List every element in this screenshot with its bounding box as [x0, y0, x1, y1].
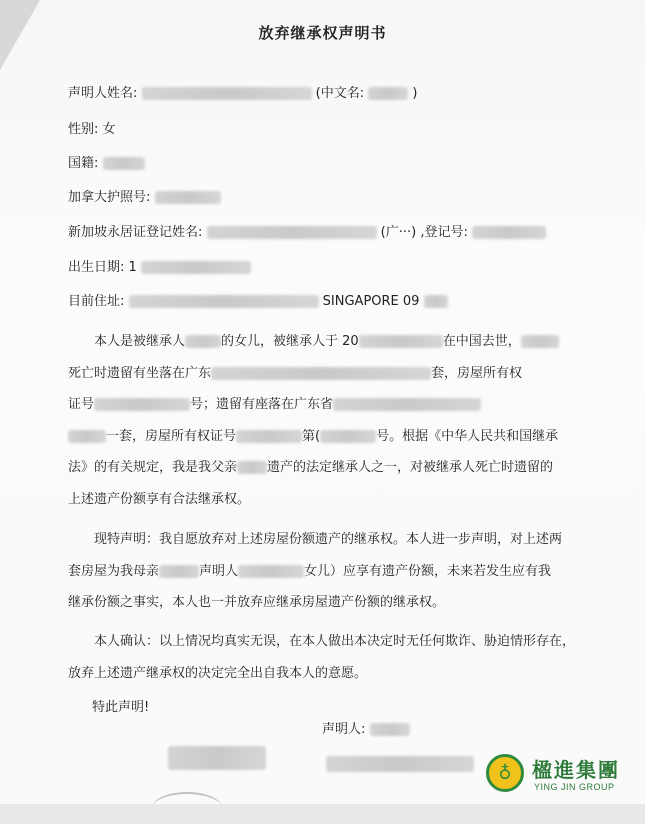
p1-text: 遗产的法定继承人之一，对被继承人死亡时遗留的 [267, 460, 554, 475]
p1-text: 本人是被继承人 [94, 334, 186, 349]
redacted-mother [159, 565, 199, 578]
p1-text: 在中国去世， [442, 334, 521, 349]
document-title: 放弃继承权声明书 [258, 24, 387, 42]
redacted-date-signed [326, 756, 474, 772]
redacted-nationality [103, 157, 145, 170]
p2-text: 声明人 [199, 563, 239, 579]
redacted-address-1 [211, 367, 431, 380]
dob-prefix: 1 [128, 260, 137, 275]
nationality-line [68, 152, 145, 171]
p2-text: 现特声明：我自愿放弃对上述房屋份额遗产的继承权。本人进一步声明，对上述两 [94, 532, 563, 547]
p2-text: 继承份额之事实，本人也一并放弃应继承房屋遗产份额的继承权。 [68, 595, 446, 610]
p1-text: 证号 [68, 397, 95, 412]
p1-text: 一套，房屋所有权证号 [106, 428, 237, 444]
paragraph-confirmation [68, 626, 588, 689]
passport-label: 加拿大护照号: [68, 190, 151, 205]
address-label: 目前住址: [68, 294, 125, 309]
redacted-declarant [238, 565, 304, 578]
redacted-cert-2b [320, 430, 376, 443]
closing-statement: 特此声明! [92, 700, 150, 715]
p3-text: 本人确认：以上情况均真实无误，在本人做出本决定时无任何欺诈、胁迫情形存在， [94, 634, 576, 649]
redacted-postcode [424, 295, 448, 308]
signature-label: 声明人: [322, 722, 366, 737]
redacted-sg-name [207, 226, 377, 239]
name-label: 声明人姓名: [68, 86, 138, 101]
p2-text: 女儿）应享有遗产份额，未来若发生应有我 [304, 563, 552, 579]
p3-text: 放弃上述遗产继承权的决定完全出自我本人的意愿。 [68, 665, 368, 681]
company-logo [486, 752, 636, 798]
gender-value: 女 [102, 122, 116, 137]
dob-label: 出生日期: [68, 260, 125, 275]
chinese-name-open: (中文名: [315, 86, 365, 101]
redacted-address-2 [333, 398, 481, 411]
redacted-date [359, 335, 443, 348]
sg-name-label: 新加坡永居证登记姓名: [68, 225, 203, 240]
p1-text: 的女儿，被继承人于 20 [221, 334, 359, 349]
redacted-dob [141, 261, 251, 274]
paragraph-waiver [68, 524, 588, 619]
nationality-label: 国籍: [68, 156, 99, 171]
gender-line [68, 118, 116, 137]
passport-line [68, 186, 221, 205]
signature-line [322, 718, 410, 737]
reg-label: ,登记号: [420, 225, 468, 240]
redacted-name [142, 87, 312, 100]
p1-text: 死亡时遗留有坐落在广东 [68, 365, 212, 381]
partial-stamp [152, 792, 222, 824]
chinese-name-close: ) [412, 86, 418, 101]
redacted-father [237, 461, 267, 474]
address-line [68, 290, 448, 309]
dob-line [68, 256, 251, 275]
p1-text: 第( [302, 428, 321, 444]
p1-text: 上述遗产份额享有合法继承权。 [68, 491, 251, 507]
redacted-signature-mark [168, 746, 266, 770]
logo-english-name: YING JIN GROUP [534, 782, 615, 792]
p1-text: 法》的有关规定，我是我父亲 [68, 460, 238, 475]
redacted-address [129, 295, 319, 308]
address-value: SINGAPORE 09 [322, 294, 420, 309]
p1-text: 号；遗留有座落在广东省 [190, 397, 334, 412]
gender-label: 性别: [68, 122, 99, 137]
redacted-decedent [185, 335, 221, 348]
logo-emblem-icon: ♁ [486, 754, 524, 792]
p1-text: 号。根据《中华人民共和国继承 [376, 428, 559, 444]
name-line [68, 82, 417, 101]
redacted-cert-2 [236, 430, 302, 443]
p1-text: 套，房屋所有权 [431, 365, 523, 381]
redacted-signature [370, 723, 410, 736]
redacted-chinese-name [368, 87, 408, 100]
sg-name-paren: (广···) [380, 225, 417, 240]
redacted-cert-1 [94, 398, 190, 411]
sg-name-line [68, 221, 546, 240]
redacted-place [521, 335, 559, 348]
p2-text: 套房屋为我母亲 [68, 563, 160, 579]
paragraph-inheritance-facts [68, 326, 588, 515]
redacted-passport [155, 191, 221, 204]
redacted-reg-no [472, 226, 546, 239]
logo-chinese-name: 楹進集團 [532, 758, 620, 782]
redacted-address-2b [68, 430, 106, 443]
